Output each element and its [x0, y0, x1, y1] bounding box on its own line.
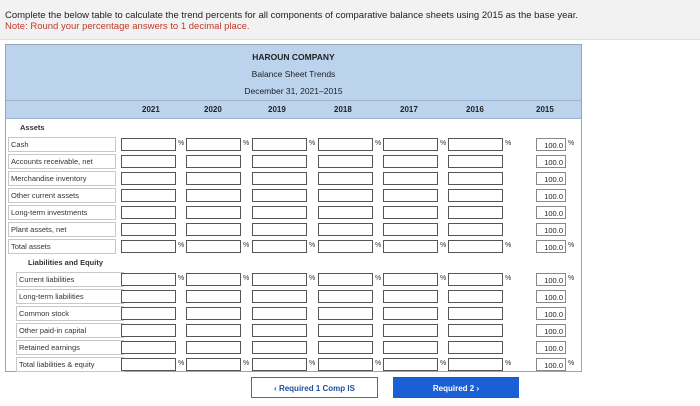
base-year-value: 100.0 [536, 290, 566, 303]
year-header-row [6, 100, 581, 119]
base-year-value: 100.0 [536, 189, 566, 202]
statement-title: Balance Sheet Trends [251, 69, 336, 79]
percent-sign: % [243, 140, 250, 147]
percent-sign: % [309, 360, 316, 367]
base-year-value: 100.0 [536, 223, 566, 236]
base-year-value: 100.0 [536, 307, 566, 320]
trend-input-2017[interactable] [383, 223, 438, 236]
base-year-value: 100.0 [536, 324, 566, 337]
trend-input-2021[interactable] [121, 206, 176, 219]
trend-input-2018[interactable] [318, 189, 373, 202]
instructions-banner [0, 0, 700, 40]
base-year-value: 100.0 [536, 273, 566, 286]
trend-input-2018[interactable] [318, 307, 373, 320]
trend-input-2019[interactable] [252, 223, 307, 236]
row-label: Common stock [16, 306, 124, 321]
trend-input-2020[interactable] [186, 223, 241, 236]
percent-sign: % [309, 140, 316, 147]
year-header-2017: 2017 [400, 105, 418, 114]
rounding-note: Note: Round your percentage answers to 1 decimal place. [5, 21, 250, 32]
row-label: Retained earnings [16, 340, 124, 355]
trend-input-2018[interactable] [318, 240, 373, 253]
trend-input-2016[interactable] [448, 324, 503, 337]
trend-input-2017[interactable] [383, 155, 438, 168]
trend-input-2020[interactable] [186, 138, 241, 151]
trend-input-2017[interactable] [383, 307, 438, 320]
trend-input-2021[interactable] [121, 307, 176, 320]
trend-input-2019[interactable] [252, 358, 307, 371]
trend-input-2019[interactable] [252, 341, 307, 354]
percent-sign: % [309, 242, 316, 249]
row-label: Merchandise inventory [8, 171, 116, 186]
trend-input-2018[interactable] [318, 206, 373, 219]
required-2-button[interactable] [393, 377, 519, 398]
base-year-value: 100.0 [536, 341, 566, 354]
trend-input-2020[interactable] [186, 172, 241, 185]
percent-sign: % [178, 242, 185, 249]
percent-sign: % [243, 360, 250, 367]
chevron-left-icon: ‹ [274, 384, 277, 393]
percent-sign: % [440, 140, 447, 147]
percent-sign: % [178, 275, 185, 282]
trend-input-2016[interactable] [448, 341, 503, 354]
trend-input-2020[interactable] [186, 189, 241, 202]
trend-input-2021[interactable] [121, 358, 176, 371]
trend-input-2019[interactable] [252, 324, 307, 337]
trend-input-2021[interactable] [121, 341, 176, 354]
trend-input-2016[interactable] [448, 290, 503, 303]
trend-input-2016[interactable] [448, 155, 503, 168]
trend-input-2021[interactable] [121, 223, 176, 236]
percent-sign: % [568, 140, 575, 147]
chevron-right-icon: › [476, 384, 480, 393]
statement-period: December 31, 2021–2015 [244, 86, 343, 96]
trend-input-2017[interactable] [383, 324, 438, 337]
trend-input-2020[interactable] [186, 155, 241, 168]
percent-sign: % [178, 360, 185, 367]
trend-input-2016[interactable] [448, 206, 503, 219]
percent-sign: % [440, 242, 447, 249]
percent-sign: % [178, 140, 185, 147]
trend-input-2018[interactable] [318, 290, 373, 303]
row-label: Long-term liabilities [16, 289, 124, 304]
table-header [6, 45, 581, 119]
trend-input-2017[interactable] [383, 273, 438, 286]
trend-input-2021[interactable] [121, 172, 176, 185]
trend-input-2019[interactable] [252, 138, 307, 151]
trend-input-2016[interactable] [448, 223, 503, 236]
base-year-value: 100.0 [536, 138, 566, 151]
liabilities-header: Liabilities and Equity [28, 258, 104, 267]
trend-input-2020[interactable] [186, 341, 241, 354]
trend-input-2018[interactable] [318, 172, 373, 185]
percent-sign: % [505, 360, 512, 367]
percent-sign: % [375, 360, 382, 367]
percent-sign: % [505, 140, 512, 147]
percent-sign: % [243, 275, 250, 282]
trend-input-2019[interactable] [252, 290, 307, 303]
percent-sign: % [440, 275, 447, 282]
trend-input-2017[interactable] [383, 358, 438, 371]
trend-input-2018[interactable] [318, 273, 373, 286]
percent-sign: % [309, 275, 316, 282]
row-label: Other current assets [8, 188, 116, 203]
instructions-text: Complete the below table to calculate the trend percents for all components of comparative balance sheets using 2015 as the base year. [5, 10, 578, 21]
base-year-value: 100.0 [536, 172, 566, 185]
percent-sign: % [505, 242, 512, 249]
trend-input-2021[interactable] [121, 324, 176, 337]
year-header-2015: 2015 [536, 105, 554, 114]
assets-header: Assets [20, 123, 45, 132]
trend-input-2018[interactable] [318, 324, 373, 337]
row-label: Other paid-in capital [16, 323, 124, 338]
trend-input-2019[interactable] [252, 206, 307, 219]
year-header-2021: 2021 [142, 105, 160, 114]
percent-sign: % [243, 242, 250, 249]
trend-input-2016[interactable] [448, 307, 503, 320]
trend-input-2017[interactable] [383, 189, 438, 202]
trend-input-2019[interactable] [252, 189, 307, 202]
trend-input-2021[interactable] [121, 138, 176, 151]
next-button-label: Required 2 [432, 384, 475, 393]
percent-sign: % [375, 242, 382, 249]
trend-input-2017[interactable] [383, 172, 438, 185]
trend-input-2020[interactable] [186, 307, 241, 320]
trend-input-2021[interactable] [121, 290, 176, 303]
trend-input-2021[interactable] [121, 189, 176, 202]
trend-input-2018[interactable] [318, 223, 373, 236]
year-header-2018: 2018 [334, 105, 352, 114]
percent-sign: % [440, 360, 447, 367]
trend-input-2019[interactable] [252, 172, 307, 185]
percent-sign: % [568, 275, 575, 282]
trend-input-2019[interactable] [252, 273, 307, 286]
trend-input-2021[interactable] [121, 240, 176, 253]
trend-input-2016[interactable] [448, 138, 503, 151]
base-year-value: 100.0 [536, 358, 566, 371]
year-header-2020: 2020 [204, 105, 222, 114]
trend-input-2017[interactable] [383, 341, 438, 354]
percent-sign: % [375, 140, 382, 147]
row-label: Total liabilities & equity [16, 357, 124, 372]
row-label: Cash [8, 137, 116, 152]
percent-sign: % [375, 275, 382, 282]
trend-input-2020[interactable] [186, 358, 241, 371]
year-header-2019: 2019 [268, 105, 286, 114]
trend-input-2019[interactable] [252, 307, 307, 320]
trend-input-2018[interactable] [318, 138, 373, 151]
base-year-value: 100.0 [536, 155, 566, 168]
percent-sign: % [568, 360, 575, 367]
trend-input-2019[interactable] [252, 155, 307, 168]
trend-input-2020[interactable] [186, 206, 241, 219]
trend-table [5, 44, 582, 372]
percent-sign: % [505, 275, 512, 282]
required-1-comp-is-button[interactable] [251, 377, 378, 398]
trend-input-2019[interactable] [252, 240, 307, 253]
year-header-2016: 2016 [466, 105, 484, 114]
trend-input-2016[interactable] [448, 273, 503, 286]
trend-input-2016[interactable] [448, 240, 503, 253]
trend-input-2018[interactable] [318, 358, 373, 371]
percent-sign: % [568, 242, 575, 249]
trend-input-2016[interactable] [448, 189, 503, 202]
base-year-value: 100.0 [536, 240, 566, 253]
trend-input-2020[interactable] [186, 290, 241, 303]
trend-input-2018[interactable] [318, 341, 373, 354]
trend-input-2020[interactable] [186, 324, 241, 337]
trend-input-2017[interactable] [383, 206, 438, 219]
prev-button-label: Required 1 Comp IS [278, 384, 355, 393]
trend-input-2017[interactable] [383, 138, 438, 151]
base-year-value: 100.0 [536, 206, 566, 219]
row-label: Long-term investments [8, 205, 116, 220]
trend-input-2021[interactable] [121, 273, 176, 286]
trend-input-2018[interactable] [318, 155, 373, 168]
trend-input-2017[interactable] [383, 240, 438, 253]
row-label: Current liabilities [16, 272, 124, 287]
row-label: Total assets [8, 239, 116, 254]
row-label: Plant assets, net [8, 222, 116, 237]
trend-input-2021[interactable] [121, 155, 176, 168]
trend-input-2017[interactable] [383, 290, 438, 303]
trend-input-2016[interactable] [448, 172, 503, 185]
trend-input-2020[interactable] [186, 240, 241, 253]
company-name: HAROUN COMPANY [252, 52, 335, 62]
row-label: Accounts receivable, net [8, 154, 116, 169]
trend-input-2016[interactable] [448, 358, 503, 371]
trend-input-2020[interactable] [186, 273, 241, 286]
